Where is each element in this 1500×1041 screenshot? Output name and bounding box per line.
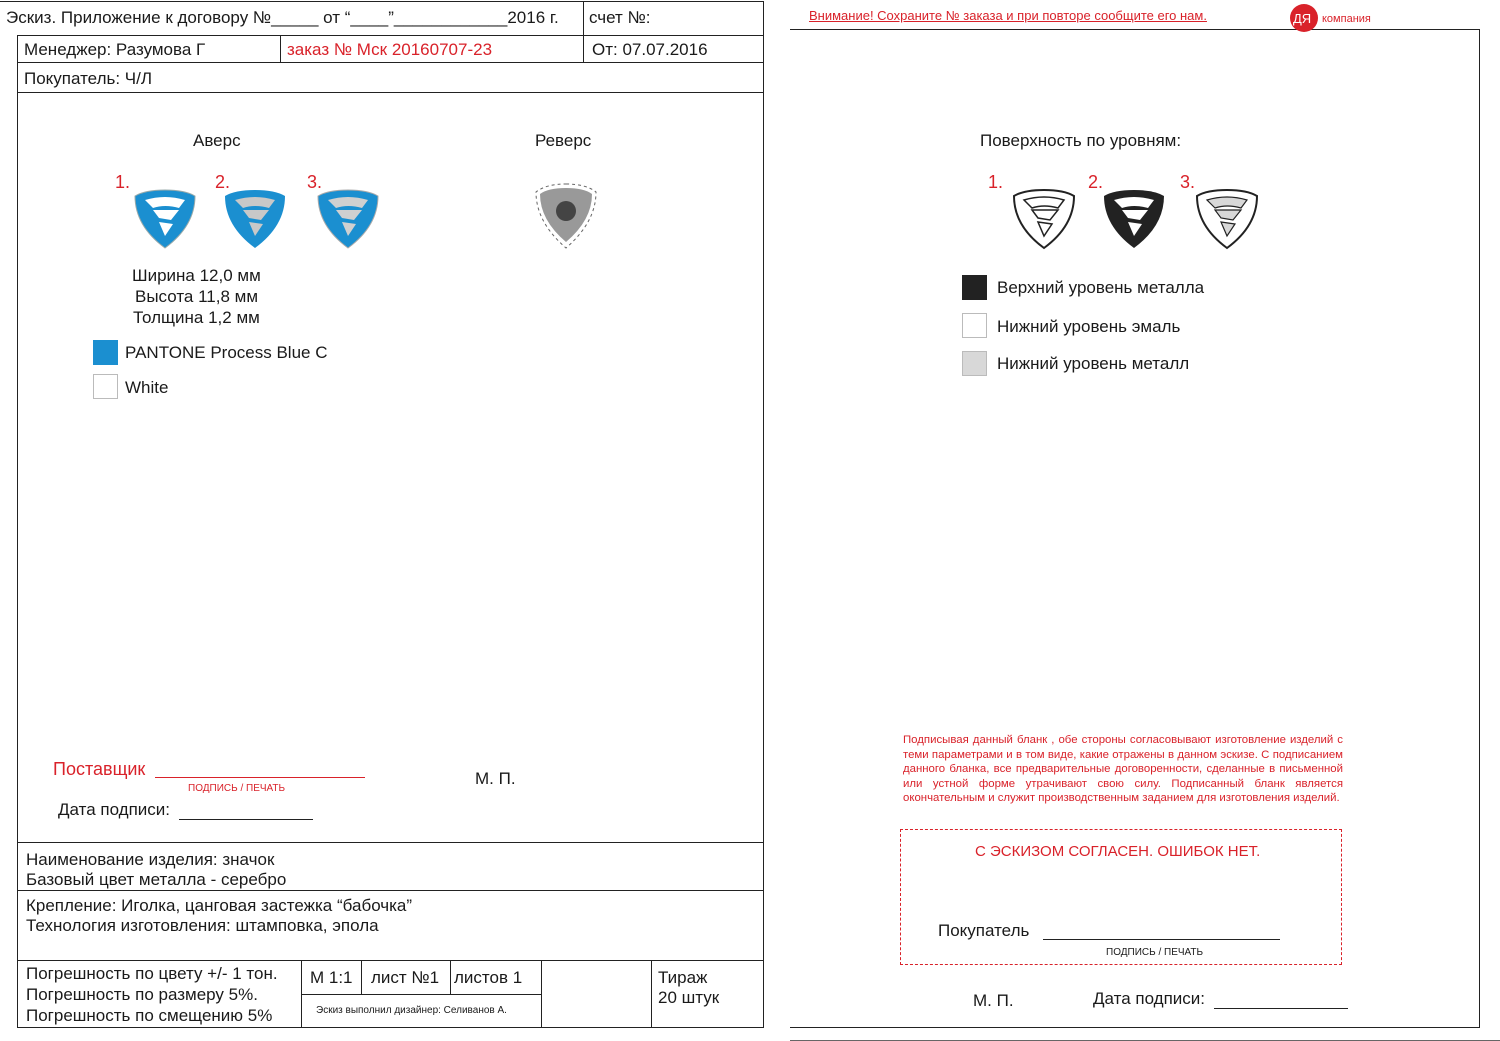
- avers-badge-3-icon: [316, 188, 380, 250]
- tolerance-offset: Погрешность по смещению 5%: [26, 1006, 273, 1025]
- run-label: Тираж: [658, 968, 708, 987]
- surface-outline-2-icon: [1102, 188, 1166, 250]
- supplier-label: Поставщик: [53, 759, 146, 779]
- right-sign-date-label: Дата подписи:: [1093, 989, 1205, 1008]
- right-sign-date-line: [1214, 1008, 1348, 1009]
- company-logo-icon: [1288, 4, 1398, 34]
- width-dimension: Ширина 12,0 мм: [132, 266, 261, 285]
- variant-number-2: 2.: [215, 172, 231, 192]
- buyer: Покупатель: Ч/Л: [24, 69, 153, 88]
- sheet-count: листов 1: [454, 968, 523, 987]
- supplier-signature-line: [155, 777, 365, 778]
- surface-number-2: 2.: [1088, 172, 1104, 192]
- enamel-label: Нижний уровень эмаль: [997, 317, 1181, 336]
- pantone-swatch: [93, 340, 118, 365]
- lower-metal-label: Нижний уровень металл: [997, 354, 1190, 373]
- sign-date-line: [179, 819, 313, 820]
- surface-outline-1-icon: [1012, 188, 1076, 250]
- right-stamp-label: М. П.: [973, 991, 1014, 1010]
- invoice-label: счет №:: [589, 8, 651, 27]
- upper-metal-swatch: [962, 275, 987, 300]
- warning-note: Внимание! Сохраните № заказа и при повторе сообщите его нам.: [809, 8, 1207, 23]
- surface-number-1: 1.: [988, 172, 1004, 192]
- sheet-number: лист №1: [371, 968, 440, 987]
- svg-text:ДЯ: ДЯ: [1293, 11, 1312, 26]
- avers-label: Аверс: [193, 131, 241, 150]
- buyer-signature-label: Покупатель: [938, 921, 1030, 940]
- run-value: 20 штук: [658, 988, 720, 1007]
- surface-outline-3-icon: [1195, 188, 1259, 250]
- buyer-signature-hint: ПОДПИСЬ / ПЕЧАТЬ: [1106, 947, 1204, 958]
- variant-number-3: 3.: [307, 172, 323, 192]
- revers-label: Реверс: [535, 131, 592, 150]
- svg-text:компания: компания: [1322, 13, 1371, 25]
- upper-metal-label: Верхний уровень металла: [997, 278, 1205, 297]
- lower-metal-swatch: [962, 351, 987, 376]
- order-number: заказ № Мск 20160707-23: [287, 40, 493, 59]
- designer: Эскиз выполнил дизайнер: Селиванов А.: [316, 1005, 507, 1016]
- company-logo: [1288, 4, 1398, 32]
- sketch-title: Эскиз. Приложение к договору №_____ от “____”____________2016 г.: [6, 8, 559, 27]
- revers-badge-icon: [532, 180, 600, 252]
- tolerance-color: Погрешность по цвету +/- 1 тон.: [26, 964, 278, 983]
- base-metal: Базовый цвет металла - серебро: [26, 870, 287, 889]
- approved-text: С ЭСКИЗОМ СОГЛАСЕН. ОШИБОК НЕТ.: [975, 843, 1261, 860]
- avers-badge-2-icon: [223, 188, 287, 250]
- pantone-label: PANTONE Process Blue C: [125, 343, 328, 362]
- surface-title: Поверхность по уровням:: [980, 131, 1182, 150]
- buyer-signature-line: [1043, 939, 1280, 940]
- technology: Технология изготовления: штамповка, эпола: [26, 916, 379, 935]
- agreement-text: Подписывая данный бланк , обе стороны согласовывают изготовление изделий с теми параметрами и в том виде, какие отражены в данном эскизе. С подписанием данного бланка, все предварительные договоренности, сделанные в письменной или устной форме утрачивают свою силу. Подписанный бланк является окончательным и служит производственным заданием для изготовления изделий.: [903, 734, 1343, 804]
- manager: Менеджер: Разумова Г: [24, 40, 206, 59]
- variant-number-1: 1.: [115, 172, 131, 192]
- height-dimension: Высота 11,8 мм: [135, 287, 259, 306]
- stamp-label: М. П.: [475, 769, 516, 788]
- white-label: White: [125, 378, 169, 397]
- tolerance-size: Погрешность по размеру 5%.: [26, 985, 258, 1004]
- product-name: Наименование изделия: значок: [26, 850, 275, 869]
- enamel-swatch: [962, 313, 987, 338]
- supplier-signature-hint: ПОДПИСЬ / ПЕЧАТЬ: [188, 783, 286, 794]
- sign-date-label: Дата подписи:: [58, 800, 170, 819]
- thickness-dimension: Толщина 1,2 мм: [133, 308, 260, 327]
- white-swatch: [93, 374, 118, 399]
- scale: М 1:1: [310, 968, 353, 987]
- fastening: Крепление: Иголка, цанговая застежка “бабочка”: [26, 896, 413, 915]
- order-date: От: 07.07.2016: [592, 40, 708, 59]
- avers-badge-1-icon: [133, 188, 197, 250]
- surface-number-3: 3.: [1180, 172, 1196, 192]
